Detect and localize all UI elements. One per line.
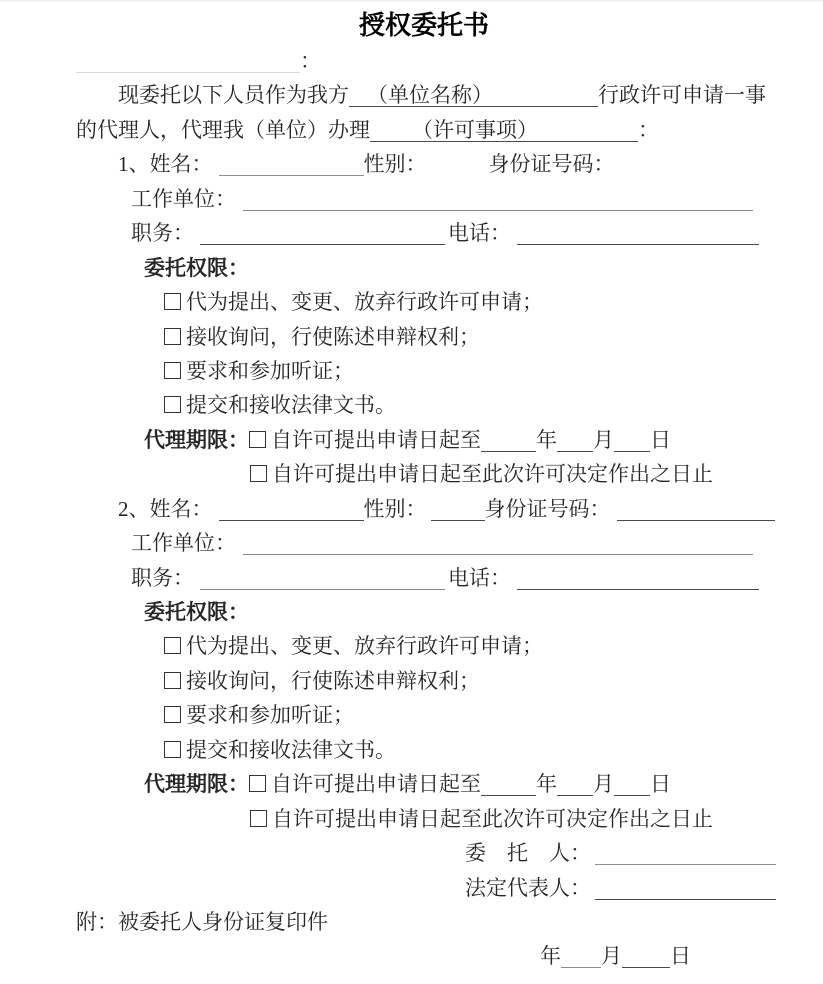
agent2-term-year-blank[interactable]	[481, 775, 536, 796]
agent2-term-heading: 代理期限：	[144, 772, 249, 797]
agent1-position-label: 职务：	[131, 221, 194, 246]
agent2-term-year-label: 年	[536, 772, 557, 797]
agent1-term-month-blank[interactable]	[557, 431, 593, 452]
agent2-work-line	[131, 526, 772, 560]
date-month-label: 月	[601, 944, 622, 969]
agent1-authority-item-2	[164, 320, 772, 354]
agent2-authority-checkbox-4[interactable]	[164, 741, 181, 758]
principal-line	[465, 836, 772, 870]
agent1-work-line	[131, 182, 772, 216]
agent1-authority-checkbox-3[interactable]	[164, 362, 181, 379]
agent1-authority-heading-line	[144, 251, 772, 285]
agent1-work-label: 工作单位：	[131, 186, 236, 211]
date-day-label: 日	[670, 944, 691, 969]
agent1-name-blank[interactable]	[219, 155, 364, 176]
agent2-term2-label: 自许可提出申请日起至此次许可决定作出之日止	[272, 806, 713, 831]
agent1-term-day-label: 日	[650, 427, 671, 452]
agent1-index: 1、	[118, 152, 150, 177]
intro-text-pre: 现委托以下人员作为我方	[118, 83, 349, 108]
principal-blank[interactable]	[595, 844, 776, 865]
agent1-authority-heading: 委托权限：	[144, 255, 249, 280]
agent2-authority-label-2: 接收询问，行使陈述申辩权利；	[186, 668, 480, 693]
intro-line-1	[118, 78, 772, 112]
agent2-term-month-blank[interactable]	[557, 775, 593, 796]
agent1-term1-checkbox[interactable]	[249, 431, 266, 448]
agent2-term-line-1	[144, 767, 772, 801]
agent1-authority-checkbox-4[interactable]	[164, 396, 181, 413]
agent1-authority-label-3: 要求和参加听证；	[186, 358, 354, 383]
salutation-colon: ：	[300, 49, 321, 73]
agent2-name-label: 姓名：	[149, 496, 213, 521]
agent1-name-label: 姓名：	[149, 152, 213, 177]
agent1-position-line	[131, 216, 772, 250]
agent1-name-line	[118, 147, 772, 181]
agent2-work-blank[interactable]	[243, 534, 753, 555]
agent1-gender-label: 性别：	[363, 152, 427, 177]
date-blank-after-month[interactable]	[622, 947, 670, 968]
agent1-authority-label-1: 代为提出、变更、放弃行政许可申请；	[186, 290, 543, 315]
agent1-authority-item-3	[164, 354, 772, 388]
agent2-authority-checkbox-2[interactable]	[164, 672, 181, 689]
agent1-term-line-1	[144, 423, 772, 457]
intro2-text-pre: 的代理人，代理我（单位）办理	[76, 117, 370, 142]
agent1-authority-checkbox-1[interactable]	[164, 293, 181, 310]
agent1-term-heading: 代理期限：	[144, 427, 249, 452]
agent2-authority-checkbox-3[interactable]	[164, 706, 181, 723]
agent1-authority-label-2: 接收询问，行使陈述申辩权利；	[186, 324, 480, 349]
attachment-line	[76, 905, 772, 939]
date-year-label: 年	[540, 944, 561, 969]
agent2-authority-item-1	[164, 629, 772, 663]
agent1-work-blank[interactable]	[243, 190, 753, 211]
agent1-phone-blank[interactable]	[517, 224, 759, 245]
agent2-authority-item-4	[164, 733, 772, 767]
agent2-gender-label: 性别：	[363, 496, 427, 521]
agent2-id-blank[interactable]	[617, 500, 775, 521]
agent1-term2-label: 自许可提出申请日起至此次许可决定作出之日止	[272, 462, 713, 487]
agent1-id-label: 身份证号码：	[488, 152, 615, 177]
agent2-name-line	[118, 492, 772, 526]
agent2-authority-label-3: 要求和参加听证；	[186, 703, 354, 728]
date-blank-after-year[interactable]	[561, 947, 601, 968]
agent1-term1-prefix: 自许可提出申请日起至	[271, 427, 481, 452]
agent2-term-month-label: 月	[593, 772, 614, 797]
document-title: 授权委托书	[358, 11, 489, 40]
agent1-position-blank[interactable]	[200, 224, 445, 245]
intro-text-post: 行政许可申请一事	[598, 83, 766, 108]
agent2-authority-label-4: 提交和接收法律文书。	[186, 737, 396, 762]
agent2-authority-heading-line	[144, 595, 772, 629]
date-line	[540, 939, 772, 973]
agent1-term-month-label: 月	[593, 427, 614, 452]
agent1-phone-label: 电话：	[448, 221, 511, 246]
salutation-line	[76, 44, 772, 78]
agent2-term-line-2	[250, 802, 772, 836]
agent2-work-label: 工作单位：	[131, 531, 236, 556]
agent2-authority-label-1: 代为提出、变更、放弃行政许可申请；	[186, 634, 543, 659]
intro-line-2	[76, 113, 772, 147]
agent2-term1-prefix: 自许可提出申请日起至	[271, 772, 481, 797]
unit-name-blank[interactable]	[349, 84, 598, 107]
legal-rep-label: 法定代表人：	[465, 875, 591, 900]
principal-label: 委 托 人：	[465, 841, 591, 866]
agent2-phone-blank[interactable]	[517, 569, 759, 590]
agent2-term2-checkbox[interactable]	[250, 810, 267, 827]
agent2-authority-item-3	[164, 698, 772, 732]
intro2-colon: ：	[638, 117, 659, 142]
agent2-index: 2、	[118, 496, 150, 521]
agent2-name-blank[interactable]	[219, 500, 364, 521]
agent2-position-line	[131, 561, 772, 595]
legal-rep-blank[interactable]	[595, 879, 776, 900]
agent2-position-label: 职务：	[131, 565, 194, 590]
agent1-authority-item-1	[164, 285, 772, 319]
matter-hint: （许可事项）	[412, 117, 538, 142]
agent2-id-label: 身份证号码：	[484, 496, 611, 521]
agent2-phone-label: 电话：	[448, 565, 511, 590]
agent2-position-blank[interactable]	[200, 569, 445, 590]
agent2-gender-blank[interactable]	[431, 500, 485, 521]
salutation-blank[interactable]	[76, 52, 300, 73]
agent2-authority-heading: 委托权限：	[144, 600, 249, 624]
agent1-term-line-2	[250, 457, 772, 491]
agent1-authority-label-4: 提交和接收法律文书。	[186, 393, 396, 418]
matter-blank[interactable]	[370, 119, 638, 142]
agent2-term-day-label: 日	[650, 772, 671, 797]
agent1-term-year-blank[interactable]	[481, 431, 536, 452]
unit-name-hint: （单位名称）	[367, 83, 493, 108]
agent1-authority-item-4	[164, 388, 772, 422]
attachment-note: 附：被委托人身份证复印件	[76, 909, 328, 934]
agent2-term-day-blank[interactable]	[614, 775, 650, 796]
agent1-term2-checkbox[interactable]	[250, 465, 267, 482]
agent2-authority-item-2	[164, 664, 772, 698]
agent1-authority-checkbox-2[interactable]	[164, 328, 181, 345]
agent1-term-year-label: 年	[536, 427, 557, 452]
legal-rep-line	[465, 871, 772, 905]
agent2-term1-checkbox[interactable]	[249, 775, 266, 792]
agent1-term-day-blank[interactable]	[614, 431, 650, 452]
agent2-authority-checkbox-1[interactable]	[164, 637, 181, 654]
